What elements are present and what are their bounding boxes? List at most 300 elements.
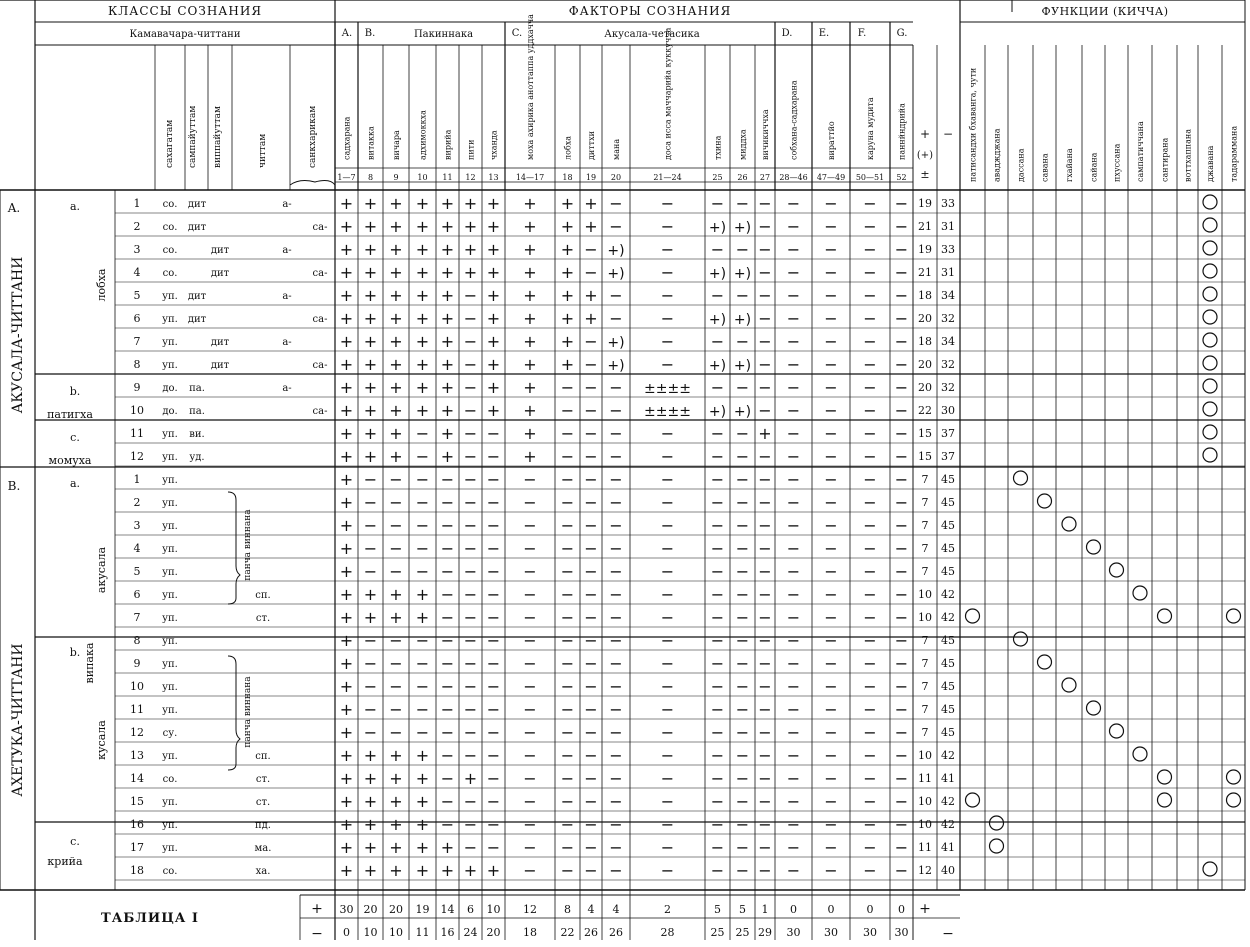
row-number: 11	[130, 427, 144, 440]
factor-mark: −	[710, 493, 725, 512]
totals-minus-sign: −	[942, 926, 954, 942]
factor-mark: −	[758, 723, 772, 742]
function-circle-icon	[966, 609, 980, 623]
factor-mark: −	[735, 378, 750, 397]
total-plus: 19	[918, 197, 932, 210]
factor-mark: −	[735, 286, 750, 305]
factor-mark: +	[415, 194, 430, 213]
factor-mark: +	[415, 309, 430, 328]
factor-mark: +	[486, 240, 501, 259]
factor-mark: −	[523, 631, 537, 650]
total-minus: 45	[941, 473, 955, 486]
total-plus-count: 2	[664, 903, 671, 916]
factor-mark: −	[894, 815, 909, 834]
total-minus: 37	[941, 427, 955, 440]
row-number: 13	[130, 749, 144, 762]
factor-mark: +	[363, 769, 378, 788]
factor-mark: −	[863, 792, 877, 811]
row-chittam: ха.	[255, 866, 271, 877]
row-sahagatam: уп.	[162, 452, 178, 463]
row-sahagatam: со.	[162, 222, 178, 233]
factor-mark: −	[463, 562, 478, 581]
factor-mark: +	[486, 401, 501, 420]
factor-mark: +	[440, 309, 455, 328]
pancha-vinnana-label: панча виннана	[243, 676, 253, 748]
row-sahagatam: уп.	[162, 521, 178, 532]
factor-mark: −	[609, 470, 623, 489]
row-number: 1	[133, 197, 141, 210]
factor-mark: −	[363, 631, 378, 650]
function-circle-icon	[1158, 770, 1172, 784]
factor-mark: −	[863, 240, 877, 259]
function-circle-icon	[1203, 862, 1217, 876]
factor-mark: −	[584, 470, 598, 489]
factor-mark: −	[609, 654, 623, 673]
total-minus: 32	[941, 312, 955, 325]
row-sampayuttam: дит	[187, 199, 207, 210]
factor-mark: −	[758, 447, 772, 466]
function-circle-icon	[1203, 402, 1217, 416]
row-number: 5	[133, 289, 141, 302]
factor-mark: −	[758, 309, 772, 328]
factor-mark: +	[415, 792, 430, 811]
factor-mark: +	[415, 378, 430, 397]
factor-mark: +	[363, 332, 378, 351]
factor-mark: −	[389, 631, 403, 650]
function-column-header: сантирана	[1160, 137, 1170, 182]
total-plus: 10	[918, 818, 932, 831]
factor-mark: −	[560, 608, 575, 627]
factor-mark: +	[339, 815, 354, 834]
factor-column-header: собхана-садхарана	[789, 80, 799, 160]
factor-mark: −	[824, 286, 838, 305]
total-minus-count: 26	[584, 926, 598, 939]
factor-mark: −	[894, 470, 909, 489]
factor-column-header: пити	[466, 139, 476, 160]
factor-mark: +	[440, 447, 455, 466]
row-sahagatam: уп.	[162, 751, 178, 762]
class-column-header: виппайуттам	[213, 105, 223, 168]
total-minus: 42	[941, 818, 955, 831]
total-minus-count: 30	[824, 926, 838, 939]
factor-mark: −	[463, 447, 478, 466]
function-column-header: дассана	[1016, 148, 1026, 182]
factor-mark: −	[863, 723, 877, 742]
factor-mark: −	[824, 309, 838, 328]
factor-mark: +	[339, 562, 354, 581]
factor-mark: −	[786, 539, 801, 558]
factor-mark: −	[824, 447, 838, 466]
factor-mark: −	[735, 792, 750, 811]
factor-mark: −	[735, 493, 750, 512]
row-sahagatam: уп.	[162, 291, 178, 302]
factor-mark: −	[710, 746, 725, 765]
total-plus: 7	[921, 634, 929, 647]
factor-mark: −	[824, 585, 838, 604]
factor-column-header: тхина	[713, 135, 723, 160]
factor-column-number: 12	[465, 173, 476, 182]
factor-mark: +	[415, 608, 430, 627]
row-sampayuttam: дит	[187, 222, 207, 233]
function-circle-icon	[1203, 448, 1217, 462]
factor-group-label: E.	[818, 28, 830, 39]
factor-mark: +	[523, 401, 537, 420]
factor-mark: +	[363, 608, 378, 627]
factor-mark: −	[415, 470, 430, 489]
factor-mark: +	[339, 493, 354, 512]
factor-mark: +	[440, 263, 455, 282]
function-circle-icon	[1062, 517, 1076, 531]
factor-mark: −	[824, 516, 838, 535]
factor-mark: +	[415, 861, 430, 880]
factor-mark: −	[463, 677, 478, 696]
factor-mark: +	[339, 309, 354, 328]
factor-mark: −	[710, 332, 725, 351]
factor-mark: −	[523, 562, 537, 581]
subsection-va-label: a.	[69, 477, 81, 490]
total-plus: 7	[921, 703, 929, 716]
factor-mark: +	[415, 355, 430, 374]
factor-mark: −	[609, 746, 623, 765]
factor-mark: −	[758, 700, 772, 719]
factor-mark: −	[463, 332, 478, 351]
total-minus: 31	[941, 266, 955, 279]
factor-mark: −	[584, 654, 598, 673]
row-number: 4	[133, 266, 141, 279]
factor-column-header: вирийа	[443, 129, 453, 160]
factor-mark: +	[560, 286, 575, 305]
factor-mark: −	[584, 723, 598, 742]
factor-mark: −	[584, 631, 598, 650]
function-circle-icon	[1203, 310, 1217, 324]
total-plus: 21	[918, 266, 932, 279]
total-minus: 33	[941, 243, 955, 256]
total-minus: 30	[941, 404, 955, 417]
factor-mark: −	[758, 585, 772, 604]
factor-mark: −	[758, 861, 772, 880]
factor-mark: −	[584, 493, 598, 512]
factor-mark: −	[758, 378, 772, 397]
factor-mark: −	[389, 562, 403, 581]
function-circle-icon	[1158, 793, 1172, 807]
factor-group-label: F.	[857, 28, 867, 39]
total-minus-count: 25	[710, 926, 725, 939]
factor-mark: −	[824, 769, 838, 788]
factor-mark: −	[463, 815, 478, 834]
factor-mark: +	[339, 631, 354, 650]
factor-mark: +	[415, 585, 430, 604]
factor-mark: −	[758, 217, 772, 236]
factor-mark: −	[758, 608, 772, 627]
factor-mark: −	[560, 447, 575, 466]
factor-mark: −	[863, 838, 877, 857]
row-sahagatam: уп.	[162, 498, 178, 509]
factor-mark: +	[339, 608, 354, 627]
factor-mark: −	[440, 562, 455, 581]
factor-group-label: B.	[364, 28, 376, 39]
function-circle-icon	[1038, 494, 1052, 508]
factor-mark: +	[339, 746, 354, 765]
factor-mark: +	[584, 309, 598, 328]
factor-mark: +	[523, 263, 537, 282]
total-plus: 20	[918, 381, 932, 394]
factor-mark: −	[523, 861, 537, 880]
factor-mark: −	[523, 815, 537, 834]
function-column-header: джавана	[1206, 145, 1215, 182]
factor-mark: −	[486, 838, 501, 857]
factor-mark: −	[584, 447, 598, 466]
factor-mark: −	[609, 815, 623, 834]
factor-mark: −	[735, 654, 750, 673]
factor-mark: −	[609, 562, 623, 581]
factor-mark: −	[786, 493, 801, 512]
class-column-header: сампайуттам	[188, 105, 198, 168]
factors-header: ФАКТОРЫ СОЗНАНИЯ	[568, 4, 732, 18]
factor-mark: −	[523, 838, 537, 857]
factor-mark: −	[758, 286, 772, 305]
total-plus-count: 4	[612, 903, 620, 916]
factor-mark: +	[339, 861, 354, 880]
total-plus-count: 10	[486, 903, 501, 916]
subsection-b-label: b.	[69, 385, 81, 398]
factor-column-header: моха ахирика аноттаппа уддхачча	[526, 14, 535, 160]
factor-mark: +	[339, 585, 354, 604]
factor-mark: −	[560, 838, 575, 857]
factor-mark: −	[710, 447, 725, 466]
factor-column-header: лобха	[563, 136, 573, 160]
factor-mark: +	[389, 585, 403, 604]
row-sahagatam: уп.	[162, 682, 178, 693]
row-sahagatam: уп.	[162, 314, 178, 325]
row-chittam: ст.	[255, 774, 271, 785]
factor-mark: −	[824, 240, 838, 259]
factor-mark: +	[363, 263, 378, 282]
factor-mark: −	[486, 585, 501, 604]
factor-mark: −	[463, 700, 478, 719]
row-number: 4	[133, 542, 141, 555]
factor-mark: −	[440, 769, 455, 788]
row-number: 1	[133, 473, 141, 486]
total-minus: 42	[941, 749, 955, 762]
row-number: 11	[130, 703, 144, 716]
factor-mark: −	[415, 562, 430, 581]
factor-mark: −	[824, 677, 838, 696]
factor-mark: −	[440, 654, 455, 673]
vipaka-label: випака	[83, 642, 96, 684]
factor-mark: −	[824, 792, 838, 811]
factor-mark: +	[389, 194, 403, 213]
factor-mark: −	[463, 470, 478, 489]
factor-mark: −	[660, 746, 675, 765]
total-minus: 37	[941, 450, 955, 463]
momuha-label: момуха	[48, 454, 92, 467]
factor-mark: −	[710, 194, 725, 213]
factor-mark: +	[415, 401, 430, 420]
factor-mark: −	[758, 401, 772, 420]
factor-mark: −	[609, 838, 623, 857]
factor-mark: −	[440, 815, 455, 834]
factor-mark: −	[415, 677, 430, 696]
factor-mark: −	[786, 447, 801, 466]
factor-mark: +)	[733, 220, 752, 236]
factor-mark: −	[584, 539, 598, 558]
factor-mark: +	[363, 792, 378, 811]
factor-mark: +	[339, 332, 354, 351]
total-minus: 45	[941, 542, 955, 555]
row-asankharikam: а-	[282, 291, 292, 302]
factor-mark: −	[710, 424, 725, 443]
factor-mark: +	[363, 355, 378, 374]
factor-mark: −	[660, 309, 675, 328]
row-sahagatam: уп.	[162, 843, 178, 854]
factor-mark: −	[735, 746, 750, 765]
factor-mark: +	[440, 401, 455, 420]
total-minus: 45	[941, 496, 955, 509]
factor-mark: +	[389, 401, 403, 420]
function-column-header: савана	[1040, 153, 1050, 182]
total-minus: 41	[941, 841, 955, 854]
factor-mark: +	[440, 355, 455, 374]
factor-mark: −	[660, 815, 675, 834]
factor-mark: −	[863, 447, 877, 466]
factor-mark: −	[786, 585, 801, 604]
factor-mark: −	[440, 470, 455, 489]
factor-column-header: чханда	[489, 130, 499, 160]
factor-mark: +	[486, 217, 501, 236]
total-minus: 45	[941, 634, 955, 647]
factor-mark: −	[389, 700, 403, 719]
total-minus: 34	[941, 335, 955, 348]
factor-mark: +	[339, 286, 354, 305]
row-sasankharikam: са-	[312, 222, 328, 233]
factor-mark: −	[463, 792, 478, 811]
factor-mark: −	[735, 539, 750, 558]
factor-mark: −	[486, 562, 501, 581]
factor-mark: +	[486, 332, 501, 351]
factor-mark: −	[463, 286, 478, 305]
row-number: 18	[130, 864, 144, 877]
factor-mark: −	[486, 516, 501, 535]
row-sasankharikam: са-	[312, 360, 328, 371]
factor-mark: −	[824, 401, 838, 420]
factor-mark: −	[894, 608, 909, 627]
total-plus: 22	[918, 404, 932, 417]
factor-mark: +	[560, 263, 575, 282]
factor-mark: −	[660, 585, 675, 604]
factor-mark: +	[584, 194, 598, 213]
factor-mark: −	[863, 217, 877, 236]
factor-mark: −	[894, 838, 909, 857]
function-circle-icon	[1227, 793, 1241, 807]
function-circle-icon	[1203, 425, 1217, 439]
factor-mark: +)	[733, 358, 752, 374]
factor-mark: +	[440, 861, 455, 880]
row-sasankharikam: са-	[312, 406, 328, 417]
factor-mark: −	[863, 424, 877, 443]
factor-mark: +	[339, 447, 354, 466]
factor-column-number: 19	[585, 173, 597, 182]
total-plus: 7	[921, 680, 929, 693]
total-plus-count: 19	[415, 903, 430, 916]
factor-mark: +	[339, 677, 354, 696]
factor-mark: −	[660, 608, 675, 627]
factor-mark: −	[363, 562, 378, 581]
row-sahagatam: до.	[162, 406, 178, 417]
factor-mark: −	[894, 493, 909, 512]
row-number: 8	[133, 634, 141, 647]
total-minus: 40	[941, 864, 955, 877]
factor-mark: −	[560, 470, 575, 489]
factor-mark: −	[735, 562, 750, 581]
factor-mark: −	[786, 562, 801, 581]
factor-mark: −	[710, 815, 725, 834]
subsection-c-label: c.	[70, 431, 80, 444]
factor-mark: −	[584, 792, 598, 811]
factor-mark: −	[863, 700, 877, 719]
factor-mark: +)	[708, 312, 727, 328]
factor-mark: −	[486, 677, 501, 696]
factor-mark: −	[660, 792, 675, 811]
subsection-vc-label: c.	[70, 835, 80, 848]
factor-mark: −	[463, 355, 478, 374]
total-plus-count: 5	[714, 903, 721, 916]
factor-mark: −	[609, 286, 623, 305]
row-number: 3	[133, 519, 141, 532]
factor-mark: −	[786, 332, 801, 351]
row-number: 5	[133, 565, 141, 578]
factor-mark: −	[660, 700, 675, 719]
factor-mark: −	[660, 217, 675, 236]
row-sahagatam: со.	[162, 268, 178, 279]
row-number: 2	[133, 496, 141, 509]
factor-mark: +)	[733, 312, 752, 328]
row-sahagatam: со.	[162, 774, 178, 785]
factor-mark: +	[463, 217, 478, 236]
factor-mark: −	[584, 378, 598, 397]
total-plus-count: 1	[761, 903, 769, 916]
section-b-title: АХЕТУКА-ЧИТТАНИ	[10, 643, 26, 797]
factor-mark: −	[415, 447, 430, 466]
factor-mark: +	[440, 332, 455, 351]
factor-mark: −	[786, 838, 801, 857]
factor-mark: −	[463, 493, 478, 512]
total-minus: 45	[941, 657, 955, 670]
row-number: 14	[130, 772, 144, 785]
factor-mark: +	[415, 332, 430, 351]
factor-mark: −	[786, 700, 801, 719]
factor-mark: −	[523, 608, 537, 627]
factor-mark: −	[710, 700, 725, 719]
factor-mark: −	[824, 654, 838, 673]
factor-mark: +	[486, 861, 501, 880]
function-circle-icon	[990, 839, 1004, 853]
factor-mark: −	[389, 493, 403, 512]
factor-mark: −	[758, 838, 772, 857]
factor-mark: −	[560, 654, 575, 673]
factor-mark: +	[389, 746, 403, 765]
factor-mark: −	[660, 447, 675, 466]
total-minus-count: 30	[786, 926, 801, 939]
totals-minus-header: −	[942, 127, 954, 141]
factor-mark: −	[584, 700, 598, 719]
factor-mark: −	[894, 746, 909, 765]
total-minus-count: 10	[389, 926, 403, 939]
factor-group-label: A.	[341, 28, 353, 39]
total-minus-count: 10	[363, 926, 378, 939]
factor-mark: −	[758, 562, 772, 581]
factor-mark: −	[584, 585, 598, 604]
function-column-header: сампатиччана	[1136, 121, 1145, 182]
